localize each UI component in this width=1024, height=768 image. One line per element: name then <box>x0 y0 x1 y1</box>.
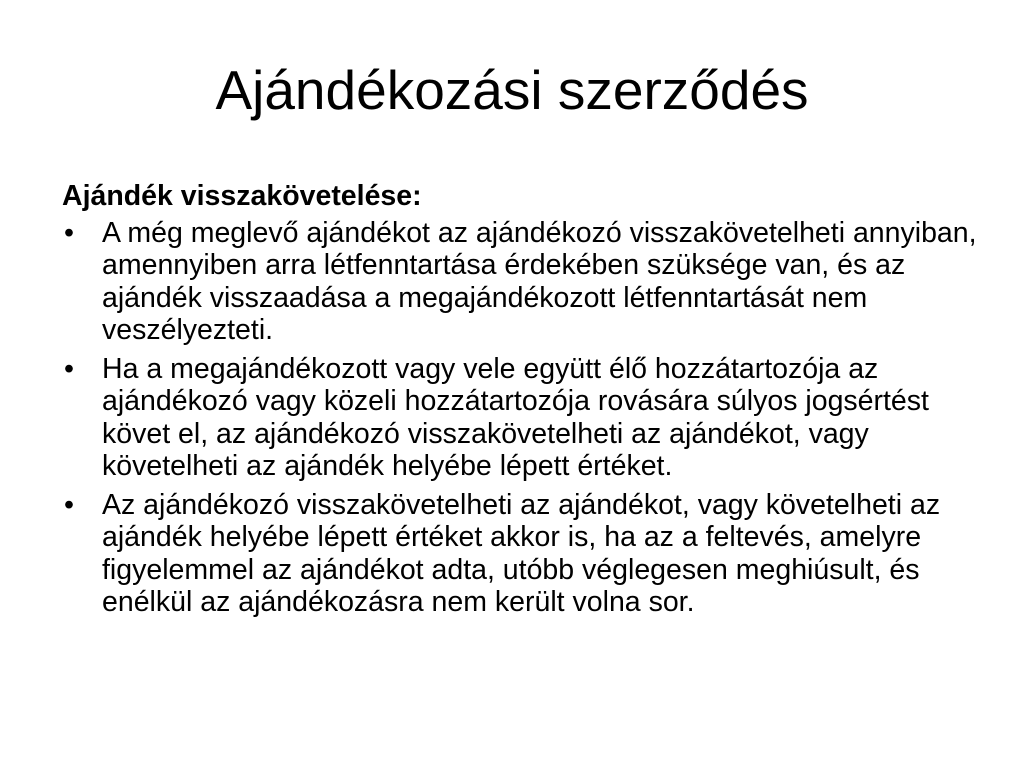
list-item <box>62 489 982 619</box>
slide-content <box>62 180 982 625</box>
bullet-marker: • <box>64 488 74 521</box>
slide-title: Ajándékozási szerződés <box>215 59 809 121</box>
bullet-text: Ha a megajándékozott vagy vele együtt élő hozzátartozója az ajándékozó vagy közeli hozzátartozója rovására súlyos jogsértést követ el, az ajándékozó visszakövetelheti az ajándékot, vagy követelheti az ajándék helyébe lépett értéket. <box>102 352 929 482</box>
bullet-marker: • <box>64 352 74 385</box>
bullet-text: Az ajándékozó visszakövetelheti az ajándékot, vagy követelheti az ajándék helyébe lépett értéket akkor is, ha az a feltevés, amelyre figyelemmel az ajándékot adta, utóbb véglegesen meghiúsult, és enélkül az ajándékozásra nem került volna sor. <box>102 488 941 618</box>
bullet-marker: • <box>64 216 74 249</box>
bullet-list <box>62 217 982 619</box>
section-heading: Ajándék visszakövetelése: <box>62 180 422 212</box>
list-item <box>62 217 982 347</box>
list-item <box>62 353 982 483</box>
bullet-text: A még meglevő ajándékot az ajándékozó visszakövetelheti annyiban, amennyiben arra létfenntartása érdekében szüksége van, és az ajándék visszaadása a megajándékozott létfenntartását nem veszélyezteti. <box>102 216 977 346</box>
